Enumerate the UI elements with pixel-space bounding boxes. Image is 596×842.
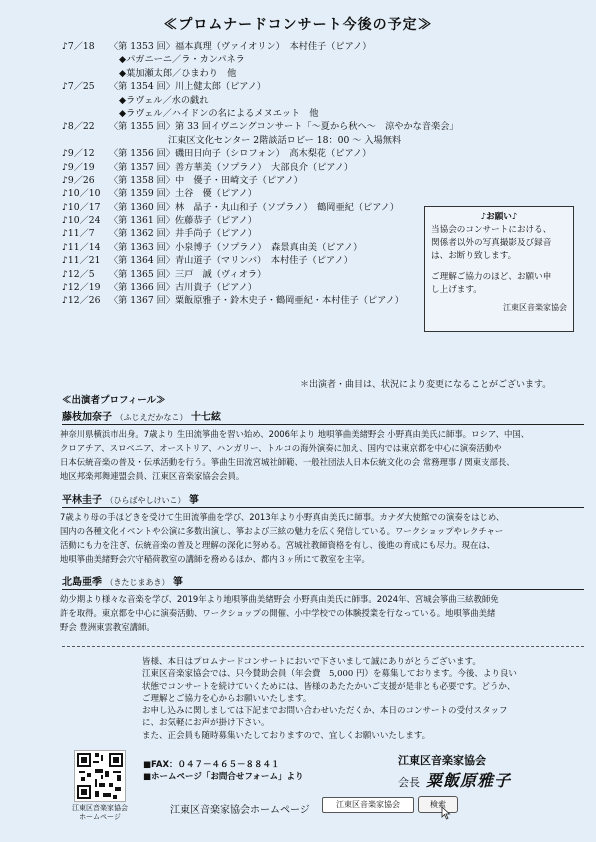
schedule-date: ♪11／21 — [62, 255, 101, 267]
venue-info: 江東区文化センター 2階談話ロビー 18：00 ～ 入場無料 — [168, 134, 402, 146]
program-item: ◆ラヴェル／ハイドンの名によるメヌエット 他 — [119, 107, 319, 119]
fax-number: ■FAX：０４７－４６５－８８４１ — [143, 760, 280, 770]
schedule-performers: 善方華美（ソプラノ） 大部良介（ピアノ） — [174, 161, 354, 173]
schedule-number: 〈第 1364 回〉 — [109, 255, 175, 267]
schedule-number: 〈第 1366 回〉 — [109, 282, 175, 294]
schedule-date: ♪10／10 — [62, 188, 101, 200]
search-button[interactable]: 検索 — [418, 796, 458, 813]
performer-kana: （きたじまあき） — [105, 578, 170, 587]
schedule-performers: 佐藤恭子（ピアノ） — [174, 215, 257, 227]
schedule-number: 〈第 1367 回〉 — [109, 295, 175, 307]
greeting-line: 状態でコンサートを続けていくためには、皆様のあたたかいご支援が是非とも必要です。どうか、 — [142, 681, 516, 692]
schedule-performers: 福本真理（ヴァイオリン） 本村佳子（ピアノ） — [174, 41, 372, 52]
schedule-performers: 青山道子（マリンバ） 本村佳子（ピアノ） — [174, 255, 353, 267]
schedule-number: 〈第 1365 回〉 — [109, 268, 175, 280]
notice-line: ご理解ご協力のほど、お願い申 — [431, 272, 552, 282]
schedule-number: 〈第 1355 回〉 — [109, 121, 175, 133]
performer-instrument: 箏 — [188, 495, 199, 506]
schedule-date: ♪10／17 — [62, 201, 101, 213]
notice-box — [424, 206, 574, 332]
pointer-cursor-icon — [441, 806, 451, 824]
profile-bio — [60, 427, 582, 483]
notice-line: し上げます。 — [431, 285, 482, 295]
schedule-performers: 古川貴子（ピアノ） — [174, 282, 257, 294]
schedule-number: 〈第 1363 回〉 — [109, 241, 175, 253]
schedule-date: ♪9／26 — [62, 174, 95, 186]
program-item: ◆ラヴェル／水の戯れ — [119, 94, 209, 106]
profile-name — [62, 573, 183, 588]
schedule-performers: 小泉博子（ソプラノ） 森景真由美（ピアノ） — [174, 241, 363, 253]
org-name: 江東区音楽家協会 — [398, 754, 486, 767]
schedule-row — [62, 147, 582, 160]
schedule-row — [62, 80, 582, 93]
contact-form-link: ■ホームページ「お問合せフォーム」より — [143, 772, 304, 782]
schedule-date: ♪12／19 — [62, 282, 101, 294]
bio-line: 野会 豊洲東雲教室講師。 — [60, 622, 155, 632]
bio-line: 許を取得。東京都を中心に演奏活動、ワークショップの開催、小中学校での体験授業を行なっている。地唄箏曲美緒 — [60, 608, 496, 618]
schedule-performers: 土谷 優（ピアノ） — [174, 188, 257, 200]
president-signature: 粟飯原雅子 — [426, 771, 512, 790]
qr-caption-line: 江東区音楽家協会 — [72, 804, 128, 812]
schedule-date: ♪12／26 — [62, 295, 101, 307]
bio-line: 地区邦楽邦舞連盟会員、江東区音楽家協会会員。 — [60, 471, 245, 481]
profile-bio — [60, 592, 582, 634]
bio-line: 活動にも力を注ぎ、伝統音楽の普及と理解の深化に努める。宮城社教師資格を有し、後進の育成にも尽力。現在は、 — [60, 540, 496, 550]
performer-instrument: 箏 — [172, 577, 183, 588]
schedule-row — [62, 174, 582, 187]
divider — [62, 424, 584, 425]
notice-line: 関係者以外の写真撮影及び録音 — [431, 238, 552, 248]
schedule-performers: 粟飯原雅子・鈴木史子・鶴岡亜紀・本村佳子（ピアノ） — [174, 295, 404, 307]
schedule-performers: 林 晶子・丸山和子（ソプラノ） 鶴岡亜紀（ピアノ） — [174, 201, 400, 213]
greeting-line: 江東区音楽家協会では、只今賛助会員（年会費 5,000 円）を募集しております。今後、より良い — [142, 669, 517, 680]
bio-line: 国内の各種文化イベントや公演に多数出演し、箏および三絃の魅力を広く発信している。ワークショップやレクチャー — [60, 526, 504, 536]
president — [398, 768, 511, 791]
schedule-date: ♪9／19 — [62, 161, 95, 173]
page-title: ≪プロムナードコンサート今後の予定≫ — [163, 17, 433, 33]
schedule-performers: 第 33 回イヴニングコンサート「～夏から秋へ～ 涼やかな音楽会」 — [174, 121, 459, 133]
schedule-date: ♪12／5 — [62, 268, 95, 280]
divider — [62, 589, 584, 590]
change-note: ＊出演者・曲目は、状況により変更になることがございます。 — [300, 380, 552, 390]
schedule-date: ♪7／25 — [62, 81, 95, 93]
schedule-number: 〈第 1362 回〉 — [109, 228, 175, 240]
schedule-number: 〈第 1360 回〉 — [109, 201, 175, 213]
greeting-line: また、正会員も随時募集いたしておりますので、宜しくお願いいたします。 — [142, 730, 431, 741]
schedule-date: ♪10／24 — [62, 215, 101, 227]
profile-bio — [60, 510, 582, 566]
schedule-row — [62, 120, 582, 133]
schedule-number: 〈第 1358 回〉 — [109, 174, 175, 186]
schedule-number: 〈第 1361 回〉 — [109, 215, 175, 227]
schedule-date: ♪11／7 — [62, 228, 95, 240]
schedule-number: 〈第 1359 回〉 — [109, 188, 175, 200]
performer-name: 平林圭子 — [62, 495, 102, 506]
greeting-line: に、お気軽にお声が掛け下さい。 — [142, 718, 270, 729]
schedule-number: 〈第 1356 回〉 — [109, 148, 175, 160]
profile-name — [62, 491, 199, 506]
divider — [62, 507, 584, 508]
schedule-performers: 川上健太郎（ピアノ） — [174, 81, 267, 93]
schedule-row — [62, 187, 582, 200]
schedule-performers: 井手尚子（ピアノ） — [174, 228, 257, 240]
schedule-number: 〈第 1354 回〉 — [109, 81, 175, 93]
schedule-performers: 中 優子・田崎文子（ピアノ） — [174, 174, 303, 186]
profiles-heading: ≪出演者プロフィール≫ — [62, 395, 166, 406]
bio-line: 日本伝統音楽の普及・伝承活動を行う。箏曲生田流宮城社師範、一般社団法人日本伝統文化の会 常務理事 / 関東支部長、 — [60, 457, 515, 467]
schedule-row — [62, 40, 582, 53]
performer-instrument: 十七絃 — [190, 412, 221, 423]
performer-name: 藤枝加奈子 — [62, 412, 112, 423]
notice-org: 江東区音楽家協会 — [503, 303, 567, 312]
qr-code-icon — [75, 751, 125, 801]
performer-kana: （ふじえだかなこ） — [115, 413, 188, 422]
schedule-performers: 三戸 誠（ヴィオラ） — [174, 268, 267, 280]
schedule-date: ♪8／22 — [62, 121, 95, 133]
schedule-date: ♪7／18 — [62, 41, 95, 52]
search-input[interactable]: 江東区音楽家協会 — [322, 797, 414, 813]
bio-line: 神奈川県横浜市出身。7歳より 生田流箏曲を習い始め、2006年より 地唄箏曲美緒野会 小野真由美氏に師事。ロシア、中国、 — [60, 429, 530, 439]
notice-line: 当協会のコンサートにおける、 — [431, 225, 552, 235]
qr-caption — [62, 804, 138, 822]
notice-line: は、お断り致します。 — [431, 251, 517, 261]
qr-code[interactable] — [74, 750, 126, 802]
bio-line: 7歳より母の手ほどきを受けて生田流箏曲を学び、2013年より小野真由美氏に師事。カナダ大使館での演奏をはじめ、 — [60, 512, 505, 522]
dashed-divider — [62, 646, 584, 647]
bio-line: 地唄箏曲美緒野会穴守稲荷教室の講師を務めるほか、都内３ヶ所にて教室を主宰。 — [60, 554, 370, 564]
greeting-line: ご理解とご協力を心からお願いいたします。 — [142, 693, 312, 704]
schedule-performers: 磯田日向子（シロフォン） 高木梨花（ピアノ） — [174, 148, 372, 160]
website-label: 江東区音楽家協会ホームページ — [170, 805, 310, 816]
program-item: ◆パガニーニ／ラ・カンパネラ — [119, 54, 245, 66]
profile-name — [62, 408, 221, 423]
schedule-row — [62, 161, 582, 174]
schedule-date: ♪9／12 — [62, 148, 95, 160]
schedule-number: 〈第 1357 回〉 — [109, 161, 175, 173]
performer-kana: （ひらばやしけいこ） — [105, 496, 186, 505]
greeting-line: お申し込みに関しましては下記までお問い合わせいただくか、本日のコンサートの受付スタッフ — [142, 706, 508, 717]
greeting-message — [142, 656, 587, 742]
greeting-line: 皆様、本日はプロムナードコンサートにおいで下さいまして誠にありがとうございます。 — [142, 657, 481, 667]
bio-line: クロアチア、スロベニア、オーストリア、ハンガリー、トルコの海外演奏に加え、国内では東京都を中心に演奏活動や — [60, 443, 502, 453]
bio-line: 幼少期より様々な音楽を学び、2019年より地唄箏曲美緒野会 小野真由美氏に師事。2024年、宮城会箏曲三絃教師免 — [60, 594, 499, 604]
notice-heading: ♪お願い♪ — [480, 212, 518, 222]
schedule-date: ♪11／14 — [62, 241, 101, 253]
qr-caption-line: ホームページ — [79, 813, 121, 821]
performer-name: 北島亜季 — [62, 577, 102, 588]
program-item: ◆葉加瀬太郎／ひまわり 他 — [119, 67, 237, 79]
contact-info — [143, 759, 303, 783]
president-title: 会長 — [398, 776, 420, 789]
schedule-number: 〈第 1353 回〉 — [109, 41, 175, 52]
